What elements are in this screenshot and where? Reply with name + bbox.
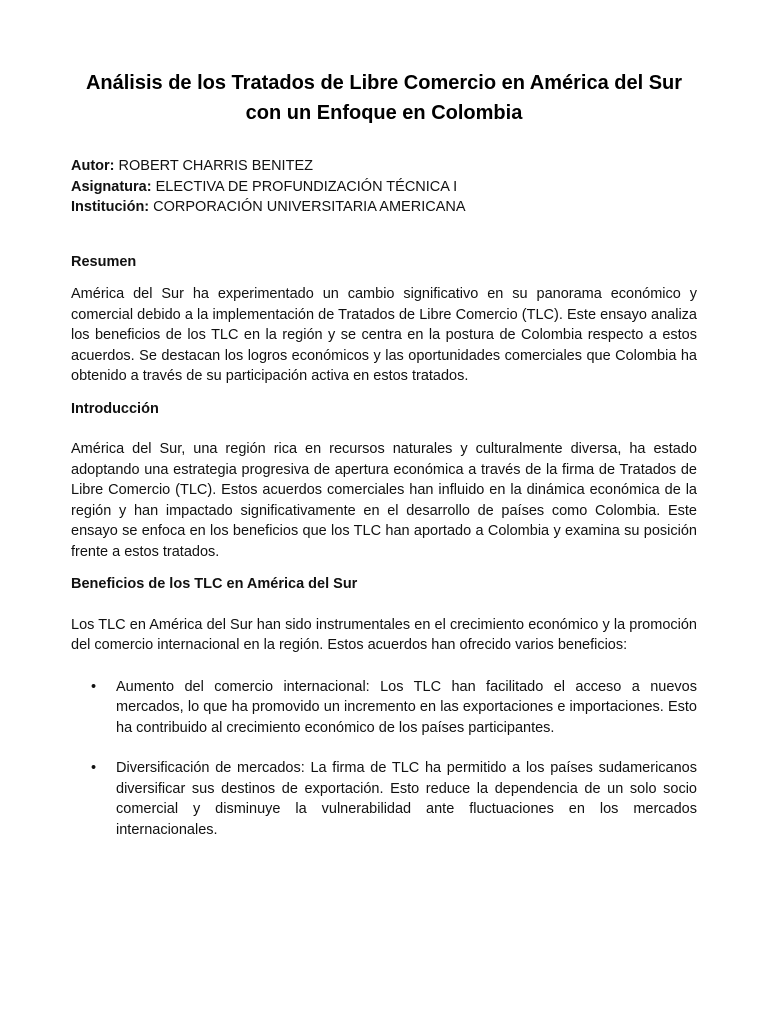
list-item [71, 677, 697, 739]
resumen-paragraph: América del Sur ha experimentado un cambio significativo en su panorama económico y comercial debido a la implementación de Tratados de Libre Comercio (TLC). Este ensayo analiza los beneficios de los TLC en la región y se centra en la postura de Colombia respecto a estos acuerdos. Se destacan los logros económicos y las oportunidades comerciales que Colombia ha obtenido a través de su participación activa en estos tratados. [71, 286, 697, 384]
introduccion-paragraph: América del Sur, una región rica en recursos naturales y culturalmente diversa, ha estado adoptando una estrategia progresiva de apertura económica a través de la firma de Tratados de Libre Comercio (TLC). Estos acuerdos comerciales han influido en la dinámica económica de la región y han impactado significativamente en el desarrollo de países como Colombia. Este ensayo se enfoca en los beneficios que los TLC han aportado a Colombia y examina su posición frente a estos tratados. [71, 441, 697, 560]
bullet-icon: • [91, 678, 97, 695]
bullet-icon: • [91, 760, 97, 776]
institution-value: CORPORACIÓN UNIVERSITARIA AMERICANA [149, 199, 466, 215]
list-item-text: Aumento del comercio internacional: Los TLC han facilitado el acceso a nuevos mercados, lo que ha promovido un incremento en las exportaciones e importaciones. Esto ha contribuido al crecimiento económico de los países participantes. [116, 678, 697, 736]
author-label: Autor: [71, 158, 115, 174]
section-heading-introduccion: Introducción [71, 400, 159, 417]
document-title [71, 68, 697, 128]
document-metadata [71, 156, 697, 218]
author-row [71, 156, 697, 177]
subject-value: ELECTIVA DE PROFUNDIZACIÓN TÉCNICA I [151, 178, 458, 195]
institution-row [71, 197, 697, 218]
list-item [71, 758, 697, 840]
benefits-bullet-list [71, 677, 697, 841]
subject-label: Asignatura: [71, 178, 152, 195]
author-value: ROBERT CHARRIS BENITEZ [114, 158, 313, 174]
section-heading-beneficios: Beneficios de los TLC en América del Sur [71, 576, 358, 592]
subject-row [71, 177, 697, 198]
list-item-text: Diversificación de mercados: La firma de TLC ha permitido a los países sudamericanos diversificar sus destinos de exportación. Esto reduce la dependencia de un solo socio comercial y disminuye la vulnerabilidad ante fluctuaciones en los mercados internacionales. [116, 760, 697, 838]
title-line-1: Análisis de los Tratados de Libre Comercio en América del Sur [85, 72, 683, 94]
institution-label: Institución: [71, 199, 150, 215]
section-heading-resumen: Resumen [71, 253, 137, 270]
beneficios-paragraph: Los TLC en América del Sur han sido instrumentales en el crecimiento económico y la promoción del comercio internacional en la región. Estos acuerdos han ofrecido varios beneficios: [71, 616, 697, 653]
title-line-2: con un Enfoque en Colombia [245, 102, 523, 124]
